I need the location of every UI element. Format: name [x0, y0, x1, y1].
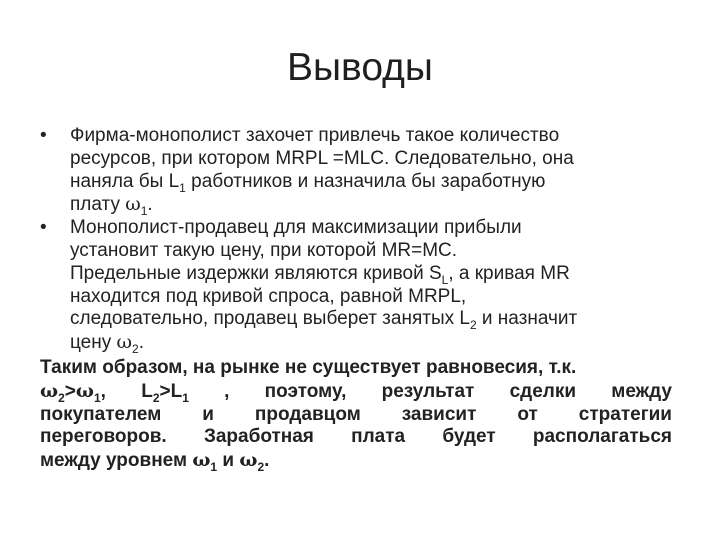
text: . — [147, 194, 153, 216]
summary-paragraph — [40, 357, 672, 473]
text: и назначит — [476, 308, 578, 330]
bullet-dot-icon: • — [40, 217, 47, 239]
omega-symbol: ω — [125, 193, 141, 216]
bullet-2-line-3 — [70, 263, 672, 286]
omega-symbol: ω — [116, 331, 133, 354]
text: плату — [70, 194, 126, 216]
bullet-2-line-6 — [70, 331, 672, 355]
text: , поэтому, результат сделки между — [224, 380, 672, 402]
summary-line-2 — [40, 380, 672, 404]
subscript: 1 — [179, 180, 186, 195]
slide-content — [40, 125, 672, 473]
text: > — [64, 380, 76, 402]
bullet-dot-icon: • — [40, 125, 47, 146]
subscript: L — [441, 272, 449, 287]
text: и — [217, 450, 240, 472]
subscript: 2 — [469, 318, 477, 333]
bullet-1-line-4 — [70, 193, 672, 217]
omega-symbol: ω — [75, 379, 94, 402]
subscript: 1 — [210, 459, 218, 474]
text: цену — [70, 332, 117, 354]
text: работников и назначила бы заработную — [185, 170, 546, 192]
text: наняла бы L — [70, 170, 180, 192]
text: , L — [100, 380, 153, 402]
bullet-1-line-2: ресурсов, при котором MRPL =MLC. Следовательно, она — [70, 147, 574, 169]
text: следовательно, продавец выберет занятых L — [70, 308, 470, 330]
text: >L — [159, 380, 183, 402]
summary-line-4: переговоров. Заработная плата будет располагаться — [40, 426, 672, 448]
subscript: 1 — [182, 390, 189, 405]
bullet-item-1 — [40, 125, 672, 217]
subscript: 1 — [140, 204, 148, 219]
bullet-1-line-3 — [70, 171, 672, 194]
bullet-item-2 — [40, 217, 672, 355]
subscript: 2 — [132, 341, 139, 356]
omega-symbol: ω — [239, 449, 258, 472]
text: . — [264, 450, 270, 472]
subscript: 2 — [257, 459, 265, 474]
bullet-2-line-1: Монополист-продавец для максимизации прибыли — [70, 217, 522, 239]
subscript: 1 — [93, 390, 101, 405]
text: , а кривая MR — [448, 262, 570, 284]
omega-symbol: ω — [40, 379, 59, 402]
subscript: 2 — [152, 390, 160, 405]
bullet-1-line-1: Фирма-монополист захочет привлечь такое количество — [70, 125, 560, 146]
summary-line-5 — [40, 449, 672, 473]
summary-line-3: покупателем и продавцом зависит от стратегии — [40, 403, 672, 425]
text: . — [138, 332, 144, 354]
bullet-2-line-5 — [70, 308, 672, 331]
omega-symbol: ω — [192, 449, 211, 472]
summary-line-1: Таким образом, на рынке не существует равновесия, т.к. — [40, 356, 577, 378]
subscript: 2 — [58, 390, 65, 405]
slide-title: Выводы — [287, 46, 433, 89]
bullet-2-line-4: находится под кривой спроса, равной MRPL, — [70, 285, 467, 307]
text: Предельные издержки являются кривой S — [70, 262, 442, 284]
bullet-2-line-2: установит такую цену, при которой MR=MC. — [70, 239, 458, 261]
text: между уровнем — [40, 450, 193, 472]
